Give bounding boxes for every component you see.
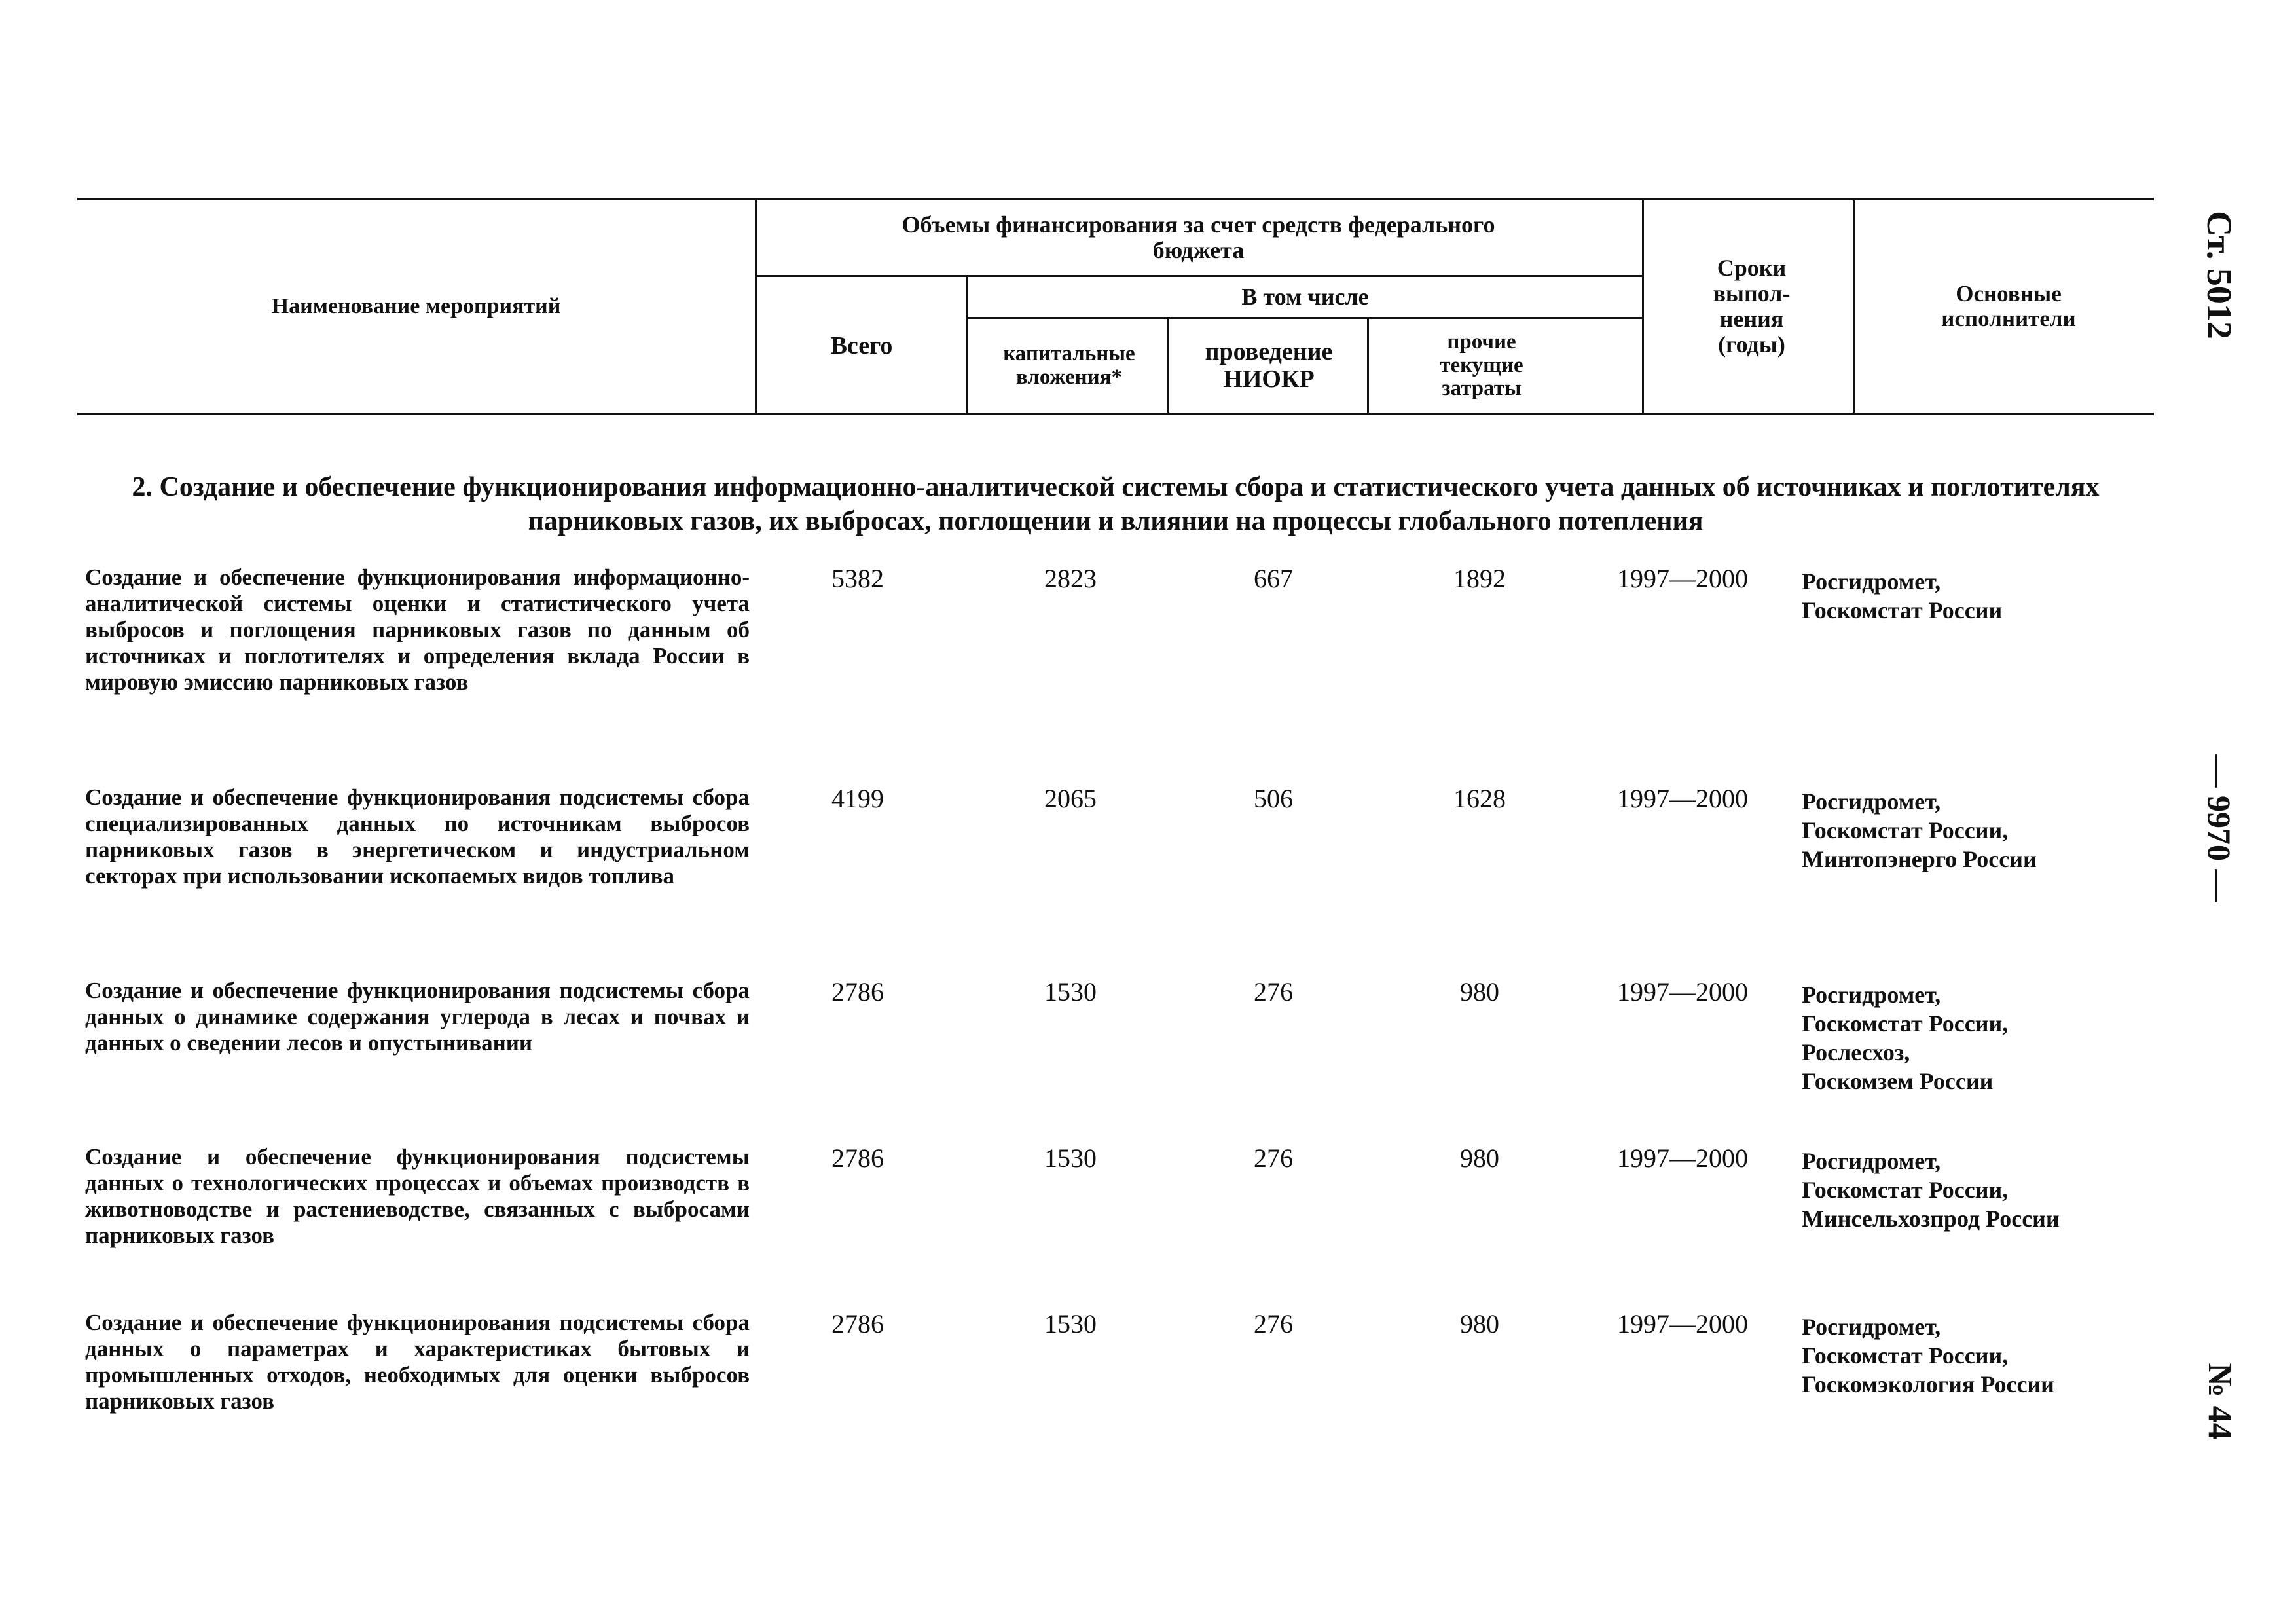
executor: Росгидромет, [1802,982,1941,1008]
executor: Минтопэнерго России [1802,846,2037,872]
row-capital: 1530 [1044,1309,1097,1338]
executor: Госкомстат России, [1802,1177,2009,1203]
header-executors: Основные исполнители [1941,281,2076,331]
row-rnd: 667 [1254,564,1293,593]
header-total: Всего [830,331,893,360]
row-other: 1892 [1453,564,1506,593]
executor: Росгидромет, [1802,788,1941,815]
page-reference: Ст. 5012 [2200,211,2239,339]
row-total: 4199 [831,784,884,813]
header-funding-group: Объемы финансирования за счет средств федерального бюджета [902,212,1495,263]
row-rnd: 276 [1254,1309,1293,1338]
executor: Росгидромет, [1802,1314,1941,1340]
section-title: 2. Создание и обеспечение функционирования информационно-аналитической системы сбора и статистического учета данных об источниках и поглотителях парниковых газов, их выбросах, поглощении и влиянии на процессы глобального потепления [132,472,2100,536]
executor: Росгидромет, [1802,568,1941,595]
col-divider-period [1853,198,1855,415]
row-name: Создание и обеспечение функционирования подсистемы сбора данных о динамике содержания углерода в лесах и почвах и данных о сведении лесов и опустынивании [85,978,750,1056]
row-capital: 1530 [1044,977,1097,1006]
row-other: 980 [1460,1143,1499,1173]
col-divider-capital [1167,317,1169,415]
executor: Госкомэкология России [1802,1371,2054,1397]
executor: Минсельхозпрод России [1802,1206,2060,1232]
row-period: 1997—2000 [1617,784,1748,813]
header-period: Сроки выпол- нения (годы) [1713,255,1791,358]
row-executors [1802,1147,2168,1233]
col-divider-funding [1642,198,1644,415]
row-period: 1997—2000 [1617,564,1748,593]
col-divider-rnd [1367,317,1369,415]
executor: Госкомстат России, [1802,1342,2009,1369]
row-total: 2786 [831,977,884,1006]
executor: Рослесхоз, [1802,1039,1910,1065]
row-executors [1802,787,2168,874]
row-executors [1802,980,2168,1096]
row-capital: 1530 [1044,1143,1097,1173]
table-header [77,198,2154,415]
row-executors [1802,1312,2168,1399]
row-name: Создание и обеспечение функционирования подсистемы сбора специализированных данных по источникам выбросов парниковых газов в энергетическом и индустриальном секторах при использовании ископаемых видов топлива [85,784,750,889]
issue-number: № 44 [2201,1363,2238,1440]
row-rnd: 506 [1254,784,1293,813]
row-total: 2786 [831,1309,884,1338]
executor: Госкомстат России, [1802,817,2009,843]
executor: Росгидромет, [1802,1148,1941,1174]
row-total: 5382 [831,564,884,593]
row-name: Создание и обеспечение функционирования подсистемы данных о технологических процессах и объемах производств в животноводстве и растениеводстве, связанных с выбросами парниковых газов [85,1144,750,1248]
row-other: 980 [1460,977,1499,1006]
row-total: 2786 [831,1143,884,1173]
executor: Госкомзем России [1802,1068,1994,1094]
header-other: прочие текущие затраты [1440,330,1523,401]
row-executors [1802,567,2168,625]
header-including: В том числе [1241,284,1369,310]
row-period: 1997—2000 [1617,977,1748,1006]
executor: Госкомстат России [1802,597,2003,623]
row-rnd: 276 [1254,977,1293,1006]
header-name: Наименование мероприятий [271,293,561,318]
row-name: Создание и обеспечение функционирования информационно-аналитической системы оценки и статистического учета выбросов и поглощения парниковых газов по данным об источниках и поглотителях и определения вклада России в мировую эмиссию парниковых газов [85,564,750,695]
row-other: 1628 [1453,784,1506,813]
row-rnd: 276 [1254,1143,1293,1173]
row-capital: 2065 [1044,784,1097,813]
executor: Госкомстат России, [1802,1010,2009,1037]
row-name: Создание и обеспечение функционирования подсистемы сбора данных о параметрах и характеристиках бытовых и промышленных отходов, необходимых для оценки выбросов парниковых газов [85,1310,750,1414]
row-other: 980 [1460,1309,1499,1338]
document-number: — 9970 — [2201,754,2238,902]
header-rnd: проведение НИОКР [1205,338,1333,393]
row-capital: 2823 [1044,564,1097,593]
row-period: 1997—2000 [1617,1143,1748,1173]
header-capital: капитальные вложения* [1003,341,1135,389]
row-period: 1997—2000 [1617,1309,1748,1338]
